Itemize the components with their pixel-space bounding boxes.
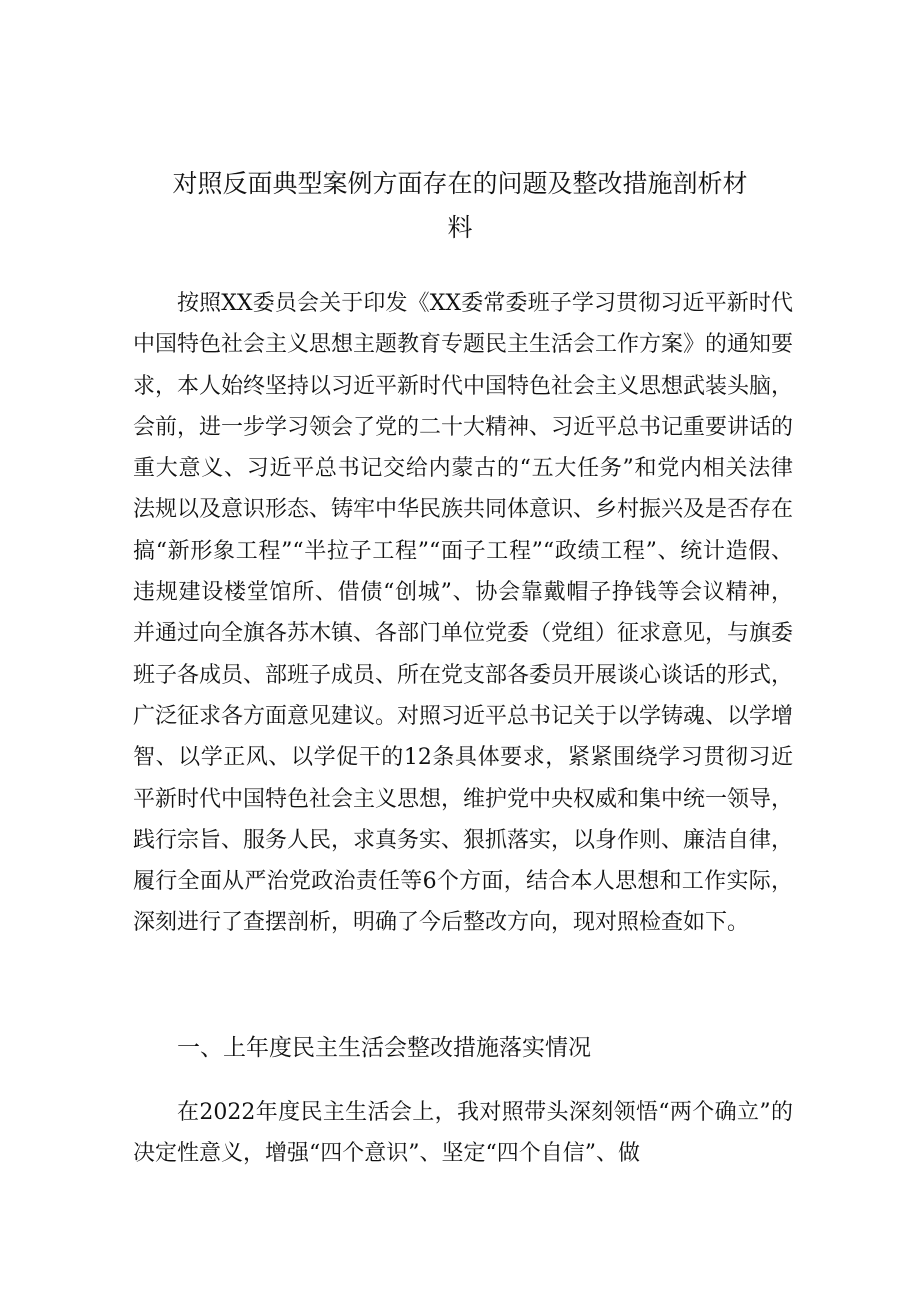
section-1-paragraph: 在2022年度民主生活会上，我对照带头深刻领悟“两个确立”的决定性意义，增强“四个意识”、坚定“四个自信”、做 — [133, 1100, 793, 1167]
section-heading-1: 一、上年度民主生活会整改措施落实情况 — [177, 1035, 591, 1061]
document-title-line-2: 料 — [447, 213, 473, 242]
intro-paragraph: 按照XX委员会关于印发《XX委常委班子学习贯彻习近平新时代中国特色社会主义思想主题教育专题民主生活会工作方案》的通知要求，本人始终坚持以习近平新时代中国特色社会主义思想武装头脑，会前，进一步学习领会了党的二十大精神、习近平总书记重要讲话的重大意义、习近平总书记交给内蒙古的“五大任务”和党内相关法律法规以及意识形态、铸牢中华民族共同体意识、乡村振兴及是否存在搞“新形象工程”“半拉子工程”“面子工程”“政绩工程”、统计造假、违规建设楼堂馆所、借债“创城”、协会靠戴帽子挣钱等会议精神，并通过向全旗各苏木镇、各部门单位党委（党组）征求意见，与旗委班子各成员、部班子成员、所在党支部各委员开展谈心谈话的形式，广泛征求各方面意见建议。对照习近平总书记关于以学铸魂、以学增智、以学正风、以学促干的12条具体要求，紧紧围绕学习贯彻习近平新时代中国特色社会主义思想，维护党中央权威和集中统一领导，践行宗旨、服务人民，求真务实、狠抓落实，以身作则、廉洁自律，履行全面从严治党政治责任等6个方面，结合本人思想和工作实际，深刻进行了查摆剖析，明确了今后整改方向，现对照检查如下。 — [133, 291, 794, 936]
document-title-line-1: 对照反面典型案例方面存在的问题及整改措施剖析材 — [172, 169, 748, 198]
document-title — [130, 162, 790, 250]
